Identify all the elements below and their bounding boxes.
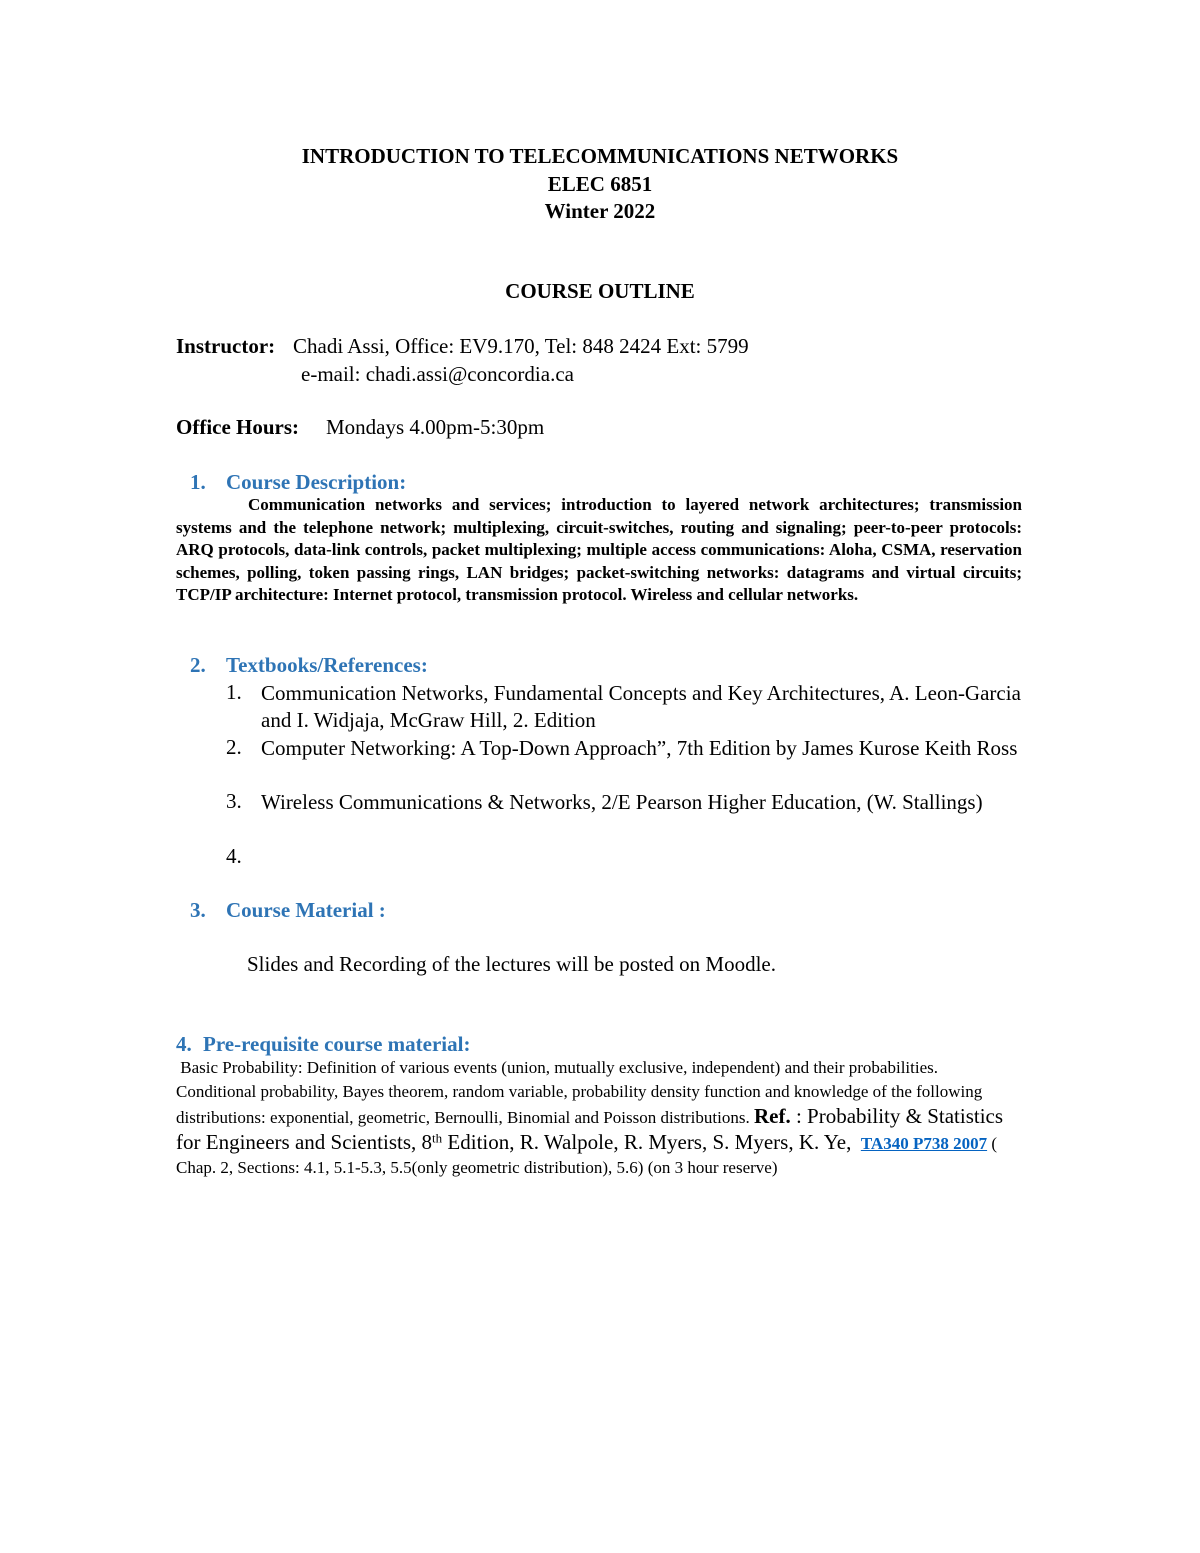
edition-superscript: th: [432, 1130, 443, 1146]
instructor-email: e-mail: chadi.assi@concordia.ca: [301, 362, 574, 386]
course-material-text: Slides and Recording of the lectures will be posted on Moodle.: [247, 952, 776, 976]
course-description-text: [176, 494, 1022, 607]
call-number-link[interactable]: TA340 P738 2007: [860, 1134, 988, 1153]
reference-chapters: ( Chap. 2, Sections: 4.1, 5.1-5.3, 5.5(only geometric distribution), 5.6) (on 3 hour reserve): [176, 1134, 998, 1177]
list-item: Wireless Communications & Networks, 2/E Pearson Higher Education, (W. Stallings): [261, 790, 983, 814]
list-item: Computer Networking: A Top-Down Approach”, 7th Edition by James Kurose Keith Ross: [261, 736, 1018, 760]
prereq-heading: Pre-requisite course material:: [203, 1032, 471, 1056]
document-title: INTRODUCTION TO TELECOMMUNICATIONS NETWORKS: [301, 144, 899, 168]
section-number: 4.: [176, 1032, 192, 1056]
office-hours-label: Office Hours:: [176, 415, 300, 439]
course-description-body: Communication networks and services; introduction to layered network architectures; transmission systems and the telephone network; multiplexing, circuit-switches, routing and signaling; peer-to-peer protocols: ARQ protocols, data-link controls, packet multiplexing; multiple access communications: Aloha, CSMA, reservation schemes, polling, token passing rings, LAN bridges; packet-switching networks: datagrams and virtual circuits; TCP/IP architecture: Internet protocol, transmission protocol. Wireless and cellular networks.: [176, 495, 1022, 605]
reference-label: Ref.: [753, 1104, 791, 1128]
section-number: 1.: [190, 470, 206, 494]
outline-heading: COURSE OUTLINE: [505, 279, 695, 303]
course-term: Winter 2022: [544, 199, 656, 223]
list-item: Communication Networks, Fundamental Concepts and Key Architectures, A. Leon-Garcia and I. Widjaja, McGraw Hill, 2. Edition: [261, 681, 1021, 732]
section-number: 3.: [190, 898, 206, 922]
instructor-label: Instructor:: [176, 334, 276, 358]
prereq-description: Basic Probability: Definition of various events (union, mutually exclusive, independent) and their probabilities. Conditional probability, Bayes theorem, random variable, probability density function and knowledge of the following distributions: exponential, geometric, Bernoulli, Binomial and Poisson distributions.: [176, 1058, 983, 1127]
section-number: 2.: [190, 653, 206, 677]
office-hours-value: Mondays 4.00pm-5:30pm: [326, 415, 545, 439]
course-description-heading: Course Description:: [226, 470, 407, 494]
list-item-number: 3.: [226, 789, 242, 813]
textbooks-heading: Textbooks/References:: [226, 653, 428, 677]
reference-authors: Edition, R. Walpole, R. Myers, S. Myers, K. Ye,: [442, 1130, 857, 1154]
course-code: ELEC 6851: [547, 172, 653, 196]
course-material-heading: Course Material :: [226, 898, 386, 922]
list-item-number: 2.: [226, 735, 242, 759]
instructor-details: Chadi Assi, Office: EV9.170, Tel: 848 2424 Ext: 5799: [293, 334, 749, 358]
reference-title: : Probability & Statistics for Engineers and Scientists, 8: [176, 1104, 1004, 1154]
prereq-text: [176, 1056, 1006, 1180]
list-item-number: 4.: [226, 844, 242, 868]
list-item-number: 1.: [226, 680, 242, 704]
